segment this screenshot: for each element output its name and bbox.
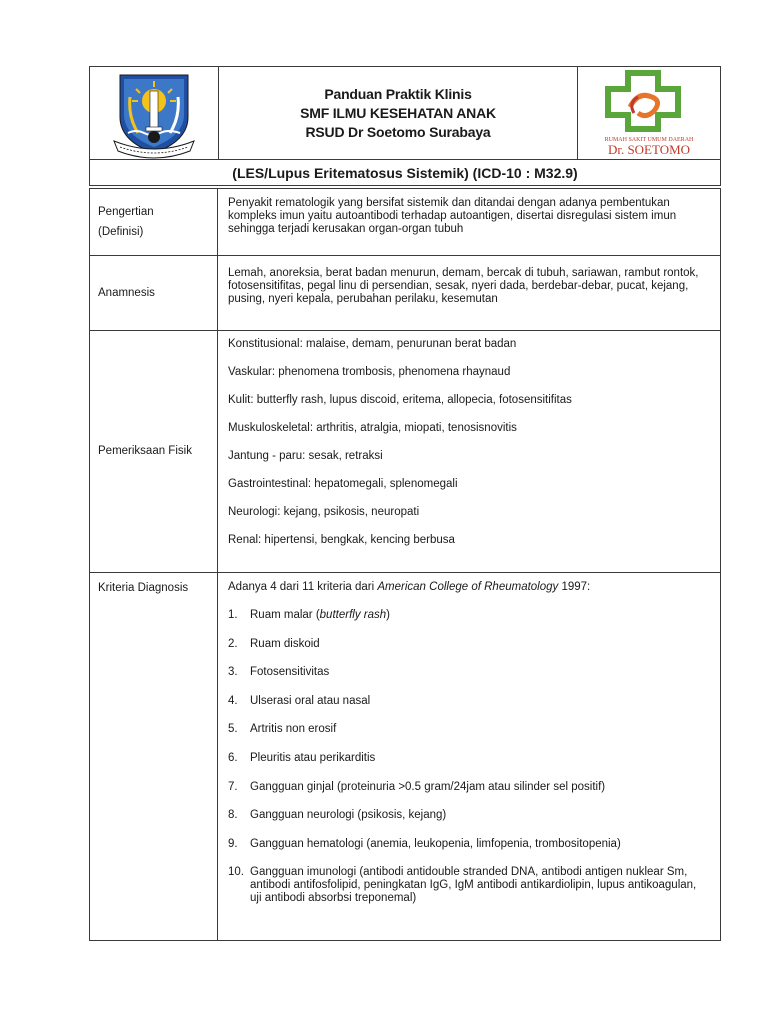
criteria-number: 4. [228,694,238,707]
row-value-pemeriksaan-fisik [218,330,720,572]
criteria-text-italic: butterfly rash [319,609,387,621]
table-row-kriteria-diagnosis [90,572,720,940]
criteria-text: Gangguan neurologi (psikosis, kejang) [250,809,447,822]
criteria-number: 2. [228,637,238,650]
criteria-number: 10. [228,866,244,879]
left-logo-cell [90,67,219,159]
criteria-text: Ruam diskoid [250,637,320,650]
criteria-number: 6. [228,751,238,764]
east-java-crest-icon [90,67,218,159]
criteria-item [228,723,710,736]
exam-item: Muskuloskeletal: arthritis, atralgia, miopati, tenosisnovitis [228,422,517,434]
row-label-anamnesis: Anamnesis [90,255,218,330]
criteria-text: Ruam malar ( [250,609,320,621]
right-logo-name: Dr. SOETOMO [607,142,691,157]
criteria-item [228,866,710,905]
criteria-text: Gangguan hematologi (anemia, leukopenia, limfopenia, trombositopenia) [250,837,621,850]
criteria-number: 3. [228,666,238,679]
criteria-number: 1. [228,609,238,621]
criteria-item [228,838,710,851]
exam-item: Renal: hipertensi, bengkak, kencing berbusa [228,534,455,546]
criteria-intro-suffix: 1997: [558,581,591,593]
criteria-number: 7. [228,780,238,793]
label-pengertian: Pengertian [98,206,154,218]
criteria-text-suffix: ) [386,609,390,621]
row-value-anamnesis: Lemah, anoreksia, berat badan menurun, demam, bercak di tubuh, sariawan, rambut rontok, fotosensitifitas, pegal linu di persendian, sesak, nyeri dada, berdebar-debar, pucat, kejang, pusing, nyeri kepala, perubahan perilaku, kesemutan [228,267,699,305]
criteria-intro-prefix: Adanya 4 dari 11 kriteria dari [228,581,378,593]
title-line-1: Panduan Praktik Klinis [324,85,472,102]
header-title-block [218,67,578,159]
criteria-intro-source: American College of Rheumatology [377,581,559,593]
right-logo-cell [577,67,720,159]
document-header [89,66,721,186]
criteria-text: Gangguan imunologi (antibodi antidouble stranded DNA, antibodi antigen nuklear Sm, antibodi antifosfolipid, peningkatan IgG, IgM antibodi antikardiolipin, lupus antikoagulan, uji antibodi absorbsi treponemal) [250,866,697,905]
title-line-2: SMF ILMU KESEHATAN ANAK [300,104,496,121]
criteria-item [228,609,710,622]
rsud-soetomo-logo-icon [578,67,720,159]
criteria-text: Ulserasi oral atau nasal [250,694,371,707]
criteria-list [228,609,710,905]
table-row-definisi [90,189,720,256]
table-row-pemeriksaan-fisik [90,330,720,573]
clinical-guideline-table [89,188,721,941]
exam-item: Jantung - paru: sesak, retraksi [228,450,383,462]
criteria-number: 9. [228,837,238,850]
criteria-number: 5. [228,723,238,736]
criteria-text: Fotosensitivitas [250,666,330,679]
criteria-item [228,752,710,765]
criteria-intro [228,581,710,594]
criteria-text: Gangguan ginjal (proteinuria >0.5 gram/24jam atau silinder sel positif) [250,780,606,793]
criteria-text: Pleuritis atau perikarditis [250,751,376,764]
row-value-kriteria-diagnosis [218,572,720,940]
criteria-item [228,781,710,794]
criteria-text: Artritis non erosif [250,723,337,736]
criteria-item [228,666,710,679]
row-label-definisi [90,189,218,255]
right-logo-caption: RUMAH SAKIT UMUM DAERAH [604,137,694,143]
label-definisi: (Definisi) [98,226,144,238]
exam-item: Neurologi: kejang, psikosis, neuropati [228,506,420,518]
criteria-item [228,638,710,651]
exam-item: Kulit: butterfly rash, lupus discoid, eritema, allopecia, fotosensitifitas [228,394,572,406]
criteria-item [228,809,710,822]
table-row-anamnesis [90,255,720,331]
document-subtitle: (LES/Lupus Eritematosus Sistemik) (ICD-10 : M32.9) [90,159,720,185]
row-label-pemeriksaan-fisik: Pemeriksaan Fisik [90,330,218,572]
exam-item: Gastrointestinal: hepatomegali, splenomegali [228,478,458,490]
row-label-kriteria-diagnosis: Kriteria Diagnosis [90,572,218,940]
exam-item: Konstitusional: malaise, demam, penurunan berat badan [228,338,517,350]
title-line-3: RSUD Dr Soetomo Surabaya [305,123,491,140]
criteria-item [228,695,710,708]
criteria-number: 8. [228,809,238,822]
row-value-definisi: Penyakit rematologik yang bersifat sistemik dan ditandai dengan adanya pembentukan kompleks imun yaitu autoantibodi terhadap autoantigen, disertai disregulasi sistem imun sehingga terjadi kerusakan organ-organ tubuh [228,197,677,235]
exam-item: Vaskular: phenomena trombosis, phenomena rhaynaud [228,366,511,378]
